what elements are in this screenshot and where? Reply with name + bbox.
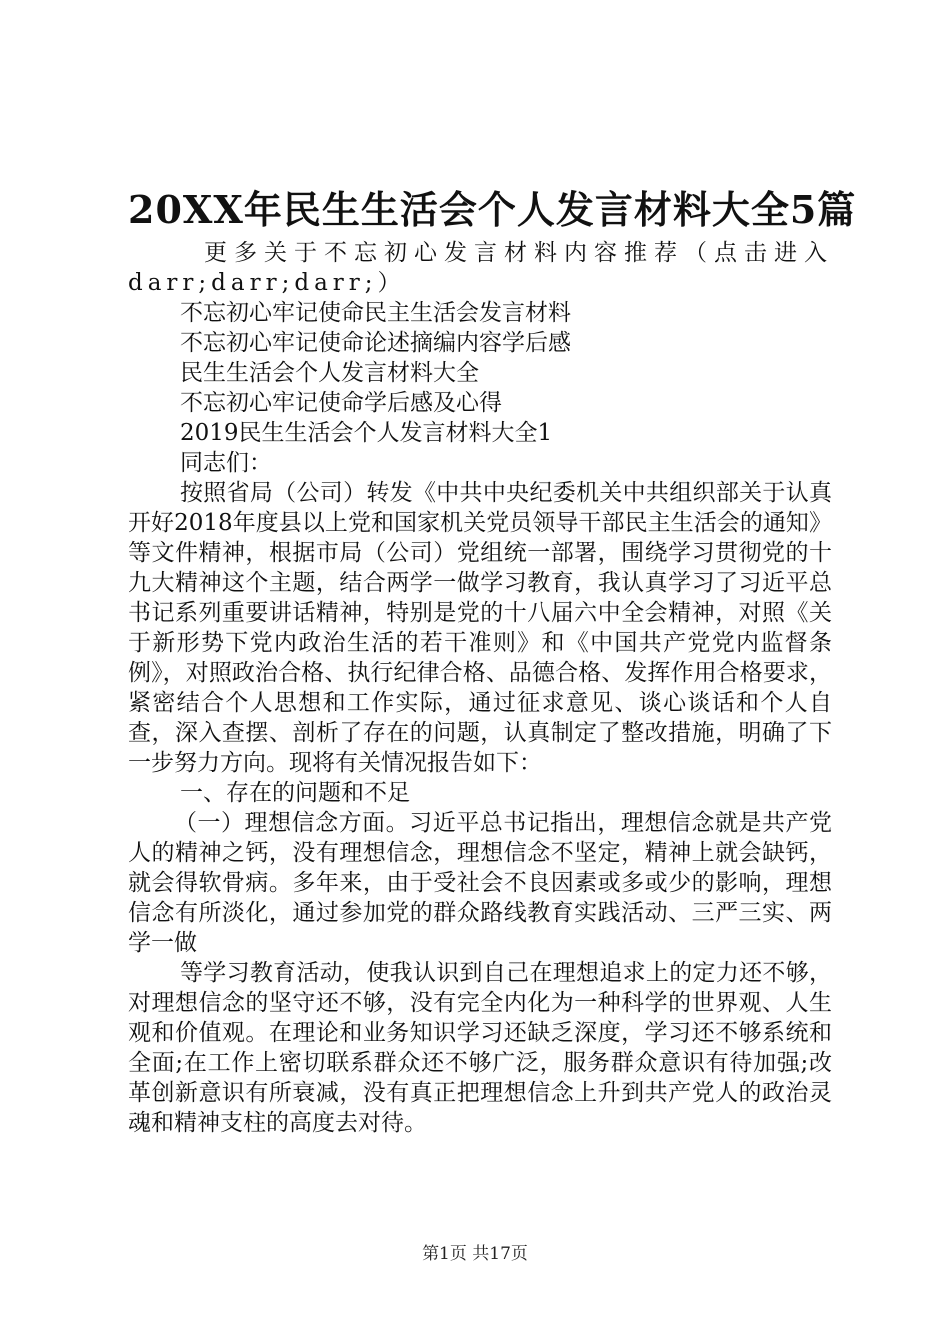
recommended-link[interactable]: 不忘初心牢记使命学后感及心得 bbox=[180, 390, 502, 416]
recommendation-intro: 更多关于不忘初心发言材料内容推荐（点击进入darr;darr;darr;） bbox=[128, 240, 832, 296]
body-paragraph: 按照省局（公司）转发《中共中央纪委机关中共组织部关于认真开好2018年度县以上党和国家机关党员领导干部民主生活会的通知》等文件精神，根据市局（公司）党组统一部署，围绕学习贯彻党的十九大精神这个主题，结合两学一做学习教育，我认真学习了习近平总书记系列重要讲话精神，特别是党的十八届六中全会精神，对照《关于新形势下党内政治生活的若干准则》和《中国共产党党内监督条例》，对照政治合格、执行纪律合格、品德合格、发挥作用合格要求，紧密结合个人思想和工作实际，通过征求意见、谈心谈话和个人自查，深入查摆、剖析了存在的问题，认真制定了整改措施，明确了下一步努力方向。现将有关情况报告如下： bbox=[128, 480, 832, 776]
recommended-link[interactable]: 民生生活会个人发言材料大全 bbox=[180, 360, 479, 386]
recommended-link[interactable]: 不忘初心牢记使命民主生活会发言材料 bbox=[180, 300, 571, 326]
document-page bbox=[128, 187, 857, 1138]
page-footer: 第1页 共17页 bbox=[422, 1244, 528, 1264]
recommended-link[interactable]: 不忘初心牢记使命论述摘编内容学后感 bbox=[180, 330, 571, 356]
body-paragraph: 等学习教育活动，使我认识到自己在理想追求上的定力还不够，对理想信念的坚守还不够，没有完全内化为一种科学的世界观、人生观和价值观。在理论和业务知识学习还缺乏深度，学习还不够系统和全面;在工作上密切联系群众还不够广泛，服务群众意识有待加强;改革创新意识有所衰减，没有真正把理想信念上升到共产党人的政治灵魂和精神支柱的高度去对待。 bbox=[128, 960, 832, 1136]
salutation: 同志们： bbox=[180, 450, 272, 476]
section-heading: 2019民生生活会个人发言材料大全1 bbox=[180, 420, 553, 446]
body-paragraph: （一）理想信念方面。习近平总书记指出，理想信念就是共产党人的精神之钙，没有理想信念，理想信念不坚定，精神上就会缺钙，就会得软骨病。多年来，由于受社会不良因素或多或少的影响，理想信念有所淡化，通过参加党的群众路线教育实践活动、三严三实、两学一做 bbox=[128, 810, 832, 956]
document-title: 20XX年民生生活会个人发言材料大全5篇 bbox=[128, 187, 857, 232]
subheading: 一、存在的问题和不足 bbox=[180, 780, 410, 806]
